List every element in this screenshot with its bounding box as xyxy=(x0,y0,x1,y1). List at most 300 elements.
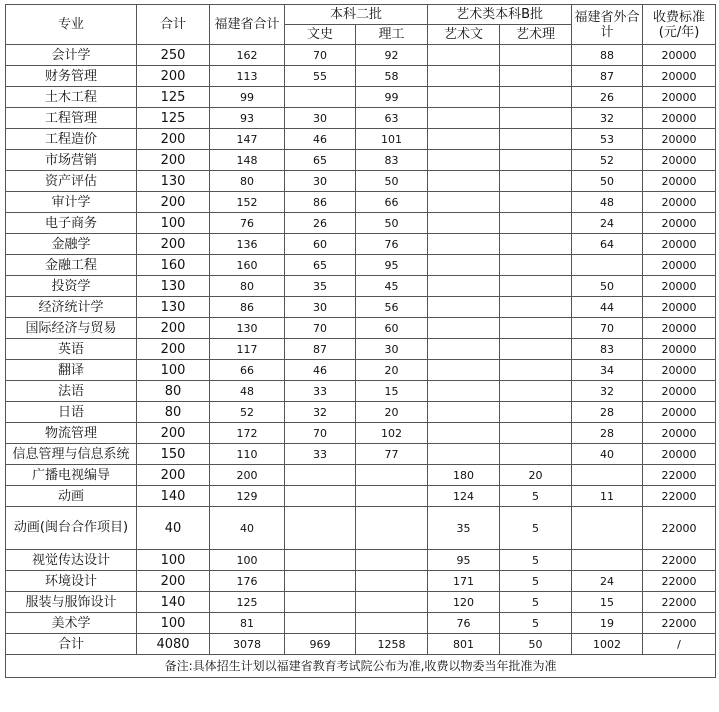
cell-art-wen xyxy=(428,213,500,234)
cell-total: 140 xyxy=(137,592,210,613)
cell-major: 金融工程 xyxy=(6,255,137,276)
cell-fujian: 113 xyxy=(210,66,285,87)
cell-major: 工程造价 xyxy=(6,129,137,150)
table-row xyxy=(6,550,716,571)
header-fee-line1: 收费标准 xyxy=(653,9,706,25)
cell-outside xyxy=(572,255,643,276)
cell-total: 130 xyxy=(137,276,210,297)
table-row xyxy=(6,234,716,255)
cell-major: 市场营销 xyxy=(6,150,137,171)
cell-fujian: 40 xyxy=(210,507,285,550)
cell-art-li xyxy=(500,171,572,192)
cell-major: 动画(闽台合作项目) xyxy=(6,507,137,550)
summary-art-li: 50 xyxy=(500,634,572,655)
cell-total: 200 xyxy=(137,66,210,87)
header-outside-total-line1: 福建省外合 xyxy=(574,9,640,25)
cell-wenshi xyxy=(285,507,356,550)
cell-art-li xyxy=(500,318,572,339)
cell-art-wen xyxy=(428,276,500,297)
cell-art-wen xyxy=(428,402,500,423)
cell-fee: 20000 xyxy=(643,234,716,255)
cell-art-li xyxy=(500,150,572,171)
table-row xyxy=(6,45,716,66)
cell-fee: 22000 xyxy=(643,486,716,507)
summary-row xyxy=(6,634,716,655)
cell-total: 100 xyxy=(137,550,210,571)
cell-total: 200 xyxy=(137,423,210,444)
cell-wenshi: 65 xyxy=(285,255,356,276)
cell-major: 广播电视编导 xyxy=(6,465,137,486)
header-art-b-batch: 艺术类本科B批 xyxy=(428,5,572,25)
cell-ligong: 20 xyxy=(356,402,428,423)
cell-wenshi: 30 xyxy=(285,171,356,192)
cell-outside: 32 xyxy=(572,108,643,129)
cell-fee: 20000 xyxy=(643,129,716,150)
cell-fujian: 93 xyxy=(210,108,285,129)
cell-art-li xyxy=(500,213,572,234)
cell-total: 130 xyxy=(137,297,210,318)
cell-fujian: 129 xyxy=(210,486,285,507)
cell-wenshi xyxy=(285,592,356,613)
cell-wenshi: 46 xyxy=(285,129,356,150)
table-row xyxy=(6,276,716,297)
table-row xyxy=(6,465,716,486)
cell-total: 80 xyxy=(137,381,210,402)
cell-fujian: 136 xyxy=(210,234,285,255)
cell-outside xyxy=(572,550,643,571)
cell-fujian: 99 xyxy=(210,87,285,108)
cell-total: 100 xyxy=(137,613,210,634)
cell-art-wen: 95 xyxy=(428,550,500,571)
cell-art-li xyxy=(500,444,572,465)
header-outside-total xyxy=(572,5,643,45)
cell-wenshi: 70 xyxy=(285,318,356,339)
cell-fee: 20000 xyxy=(643,192,716,213)
cell-outside: 53 xyxy=(572,129,643,150)
cell-total: 200 xyxy=(137,192,210,213)
cell-major: 动画 xyxy=(6,486,137,507)
cell-ligong: 99 xyxy=(356,87,428,108)
cell-fujian: 162 xyxy=(210,45,285,66)
cell-art-wen xyxy=(428,150,500,171)
cell-total: 160 xyxy=(137,255,210,276)
cell-ligong xyxy=(356,613,428,634)
cell-total: 200 xyxy=(137,234,210,255)
table-row xyxy=(6,423,716,444)
cell-art-li xyxy=(500,381,572,402)
cell-ligong: 15 xyxy=(356,381,428,402)
cell-outside: 48 xyxy=(572,192,643,213)
cell-fee: 20000 xyxy=(643,45,716,66)
cell-major: 服装与服饰设计 xyxy=(6,592,137,613)
cell-fujian: 125 xyxy=(210,592,285,613)
cell-fee: 22000 xyxy=(643,507,716,550)
cell-fee: 22000 xyxy=(643,465,716,486)
table-row xyxy=(6,150,716,171)
cell-art-wen xyxy=(428,381,500,402)
summary-outside: 1002 xyxy=(572,634,643,655)
table-row xyxy=(6,192,716,213)
cell-art-wen: 171 xyxy=(428,571,500,592)
cell-art-li xyxy=(500,66,572,87)
summary-fujian: 3078 xyxy=(210,634,285,655)
header-ligong: 理工 xyxy=(356,25,428,45)
cell-outside: 24 xyxy=(572,213,643,234)
cell-outside: 40 xyxy=(572,444,643,465)
cell-ligong xyxy=(356,571,428,592)
cell-wenshi: 33 xyxy=(285,444,356,465)
cell-art-li: 5 xyxy=(500,613,572,634)
summary-ligong: 1258 xyxy=(356,634,428,655)
cell-art-li: 5 xyxy=(500,550,572,571)
cell-fee: 20000 xyxy=(643,423,716,444)
cell-wenshi: 60 xyxy=(285,234,356,255)
cell-major: 审计学 xyxy=(6,192,137,213)
table-row xyxy=(6,486,716,507)
cell-fee: 20000 xyxy=(643,87,716,108)
cell-art-wen: 76 xyxy=(428,613,500,634)
cell-wenshi: 30 xyxy=(285,108,356,129)
cell-art-li xyxy=(500,45,572,66)
cell-fujian: 86 xyxy=(210,297,285,318)
cell-ligong xyxy=(356,592,428,613)
header-art-wen: 艺术文 xyxy=(428,25,500,45)
cell-outside: 50 xyxy=(572,276,643,297)
cell-ligong: 50 xyxy=(356,213,428,234)
cell-wenshi: 35 xyxy=(285,276,356,297)
cell-total: 150 xyxy=(137,444,210,465)
table-row xyxy=(6,402,716,423)
cell-fee: 20000 xyxy=(643,150,716,171)
cell-fee: 22000 xyxy=(643,592,716,613)
cell-ligong: 63 xyxy=(356,108,428,129)
cell-wenshi xyxy=(285,486,356,507)
cell-art-li xyxy=(500,87,572,108)
cell-art-li xyxy=(500,129,572,150)
table-body xyxy=(6,45,716,634)
cell-total: 200 xyxy=(137,150,210,171)
cell-fee: 22000 xyxy=(643,613,716,634)
cell-art-wen xyxy=(428,192,500,213)
cell-art-wen xyxy=(428,129,500,150)
table-row xyxy=(6,171,716,192)
cell-art-li: 5 xyxy=(500,571,572,592)
cell-total: 100 xyxy=(137,213,210,234)
cell-fee: 20000 xyxy=(643,213,716,234)
cell-fee: 20000 xyxy=(643,444,716,465)
cell-fujian: 66 xyxy=(210,360,285,381)
cell-outside: 88 xyxy=(572,45,643,66)
cell-fee: 20000 xyxy=(643,360,716,381)
table-row xyxy=(6,507,716,550)
cell-outside: 32 xyxy=(572,381,643,402)
cell-fee: 20000 xyxy=(643,171,716,192)
cell-art-li: 5 xyxy=(500,592,572,613)
header-benke-batch2: 本科二批 xyxy=(285,5,428,25)
cell-ligong: 30 xyxy=(356,339,428,360)
cell-major: 物流管理 xyxy=(6,423,137,444)
cell-total: 140 xyxy=(137,486,210,507)
cell-wenshi: 46 xyxy=(285,360,356,381)
cell-art-li xyxy=(500,108,572,129)
cell-ligong: 45 xyxy=(356,276,428,297)
cell-major: 环境设计 xyxy=(6,571,137,592)
cell-art-wen xyxy=(428,87,500,108)
cell-art-wen xyxy=(428,360,500,381)
cell-fee: 20000 xyxy=(643,66,716,87)
cell-outside: 64 xyxy=(572,234,643,255)
cell-art-wen xyxy=(428,339,500,360)
summary-art-wen: 801 xyxy=(428,634,500,655)
cell-wenshi: 86 xyxy=(285,192,356,213)
cell-fujian: 160 xyxy=(210,255,285,276)
cell-major: 视觉传达设计 xyxy=(6,550,137,571)
cell-total: 200 xyxy=(137,339,210,360)
cell-outside: 28 xyxy=(572,423,643,444)
cell-fee: 20000 xyxy=(643,297,716,318)
cell-outside: 11 xyxy=(572,486,643,507)
cell-art-li xyxy=(500,297,572,318)
cell-fujian: 152 xyxy=(210,192,285,213)
summary-total: 4080 xyxy=(137,634,210,655)
cell-major: 投资学 xyxy=(6,276,137,297)
cell-total: 100 xyxy=(137,360,210,381)
cell-art-wen: 35 xyxy=(428,507,500,550)
cell-outside: 44 xyxy=(572,297,643,318)
cell-art-wen xyxy=(428,108,500,129)
cell-total: 250 xyxy=(137,45,210,66)
enrollment-plan-table xyxy=(5,4,716,678)
cell-wenshi: 65 xyxy=(285,150,356,171)
cell-outside: 26 xyxy=(572,87,643,108)
cell-fujian: 200 xyxy=(210,465,285,486)
cell-major: 电子商务 xyxy=(6,213,137,234)
cell-ligong: 101 xyxy=(356,129,428,150)
cell-outside: 19 xyxy=(572,613,643,634)
header-fujian-total: 福建省合计 xyxy=(210,5,285,45)
cell-total: 200 xyxy=(137,318,210,339)
cell-ligong xyxy=(356,507,428,550)
cell-total: 130 xyxy=(137,171,210,192)
cell-art-wen xyxy=(428,423,500,444)
header-row-1 xyxy=(6,5,716,25)
cell-fujian: 110 xyxy=(210,444,285,465)
cell-art-wen: 180 xyxy=(428,465,500,486)
cell-fujian: 172 xyxy=(210,423,285,444)
cell-ligong: 66 xyxy=(356,192,428,213)
cell-wenshi xyxy=(285,613,356,634)
cell-art-li: 5 xyxy=(500,486,572,507)
cell-wenshi: 32 xyxy=(285,402,356,423)
cell-fujian: 80 xyxy=(210,171,285,192)
cell-major: 国际经济与贸易 xyxy=(6,318,137,339)
cell-fujian: 48 xyxy=(210,381,285,402)
cell-outside: 15 xyxy=(572,592,643,613)
cell-art-wen xyxy=(428,318,500,339)
cell-fee: 20000 xyxy=(643,255,716,276)
cell-fujian: 80 xyxy=(210,276,285,297)
table-row xyxy=(6,297,716,318)
cell-major: 法语 xyxy=(6,381,137,402)
cell-wenshi xyxy=(285,571,356,592)
cell-fee: 20000 xyxy=(643,381,716,402)
cell-ligong: 56 xyxy=(356,297,428,318)
cell-wenshi: 87 xyxy=(285,339,356,360)
table-row xyxy=(6,108,716,129)
cell-total: 80 xyxy=(137,402,210,423)
table-row xyxy=(6,360,716,381)
cell-outside xyxy=(572,507,643,550)
table-row xyxy=(6,129,716,150)
cell-total: 125 xyxy=(137,87,210,108)
cell-fujian: 117 xyxy=(210,339,285,360)
cell-fujian: 81 xyxy=(210,613,285,634)
cell-ligong: 83 xyxy=(356,150,428,171)
cell-outside: 83 xyxy=(572,339,643,360)
cell-ligong: 76 xyxy=(356,234,428,255)
cell-wenshi: 70 xyxy=(285,423,356,444)
summary-wenshi: 969 xyxy=(285,634,356,655)
cell-fee: 22000 xyxy=(643,571,716,592)
cell-wenshi: 26 xyxy=(285,213,356,234)
cell-fujian: 176 xyxy=(210,571,285,592)
table-row xyxy=(6,444,716,465)
header-fee-line2: (元/年) xyxy=(658,24,700,40)
cell-major: 翻译 xyxy=(6,360,137,381)
cell-major: 会计学 xyxy=(6,45,137,66)
cell-fee: 20000 xyxy=(643,108,716,129)
table-row xyxy=(6,571,716,592)
cell-art-li xyxy=(500,276,572,297)
note-row xyxy=(6,655,716,678)
cell-art-li xyxy=(500,402,572,423)
cell-art-li xyxy=(500,423,572,444)
cell-ligong xyxy=(356,550,428,571)
table-row xyxy=(6,318,716,339)
cell-art-wen xyxy=(428,234,500,255)
cell-outside: 24 xyxy=(572,571,643,592)
cell-ligong: 20 xyxy=(356,360,428,381)
cell-fujian: 76 xyxy=(210,213,285,234)
cell-art-wen xyxy=(428,66,500,87)
cell-major: 经济统计学 xyxy=(6,297,137,318)
cell-outside: 87 xyxy=(572,66,643,87)
cell-major: 工程管理 xyxy=(6,108,137,129)
header-outside-total-line2: 计 xyxy=(600,24,614,40)
cell-art-wen xyxy=(428,255,500,276)
cell-total: 40 xyxy=(137,507,210,550)
cell-major: 金融学 xyxy=(6,234,137,255)
cell-art-li xyxy=(500,339,572,360)
header-fee xyxy=(643,5,716,45)
table-row xyxy=(6,339,716,360)
header-major: 专业 xyxy=(6,5,137,45)
header-total: 合计 xyxy=(137,5,210,45)
cell-wenshi: 30 xyxy=(285,297,356,318)
cell-ligong: 77 xyxy=(356,444,428,465)
cell-art-wen: 124 xyxy=(428,486,500,507)
table-row xyxy=(6,613,716,634)
table-row xyxy=(6,255,716,276)
cell-ligong: 50 xyxy=(356,171,428,192)
cell-wenshi xyxy=(285,465,356,486)
cell-art-li xyxy=(500,255,572,276)
cell-fujian: 148 xyxy=(210,150,285,171)
cell-wenshi xyxy=(285,87,356,108)
cell-total: 200 xyxy=(137,129,210,150)
cell-wenshi: 70 xyxy=(285,45,356,66)
cell-major: 土木工程 xyxy=(6,87,137,108)
cell-major: 信息管理与信息系统 xyxy=(6,444,137,465)
cell-fujian: 100 xyxy=(210,550,285,571)
cell-outside: 50 xyxy=(572,171,643,192)
cell-total: 200 xyxy=(137,571,210,592)
header-wenshi: 文史 xyxy=(285,25,356,45)
cell-wenshi xyxy=(285,550,356,571)
cell-fee: 20000 xyxy=(643,402,716,423)
cell-art-li: 5 xyxy=(500,507,572,550)
cell-fee: 20000 xyxy=(643,276,716,297)
cell-wenshi: 55 xyxy=(285,66,356,87)
cell-art-li: 20 xyxy=(500,465,572,486)
table-row xyxy=(6,381,716,402)
cell-fee: 20000 xyxy=(643,339,716,360)
cell-outside: 52 xyxy=(572,150,643,171)
cell-fujian: 130 xyxy=(210,318,285,339)
cell-major: 英语 xyxy=(6,339,137,360)
cell-outside: 34 xyxy=(572,360,643,381)
cell-ligong: 102 xyxy=(356,423,428,444)
cell-fujian: 52 xyxy=(210,402,285,423)
cell-art-wen xyxy=(428,297,500,318)
cell-art-wen xyxy=(428,45,500,66)
cell-major: 日语 xyxy=(6,402,137,423)
table-note: 备注:具体招生计划以福建省教育考试院公布为准,收费以物委当年批准为准 xyxy=(6,655,716,678)
cell-ligong xyxy=(356,486,428,507)
cell-major: 财务管理 xyxy=(6,66,137,87)
table-row xyxy=(6,592,716,613)
cell-art-wen xyxy=(428,171,500,192)
cell-ligong: 60 xyxy=(356,318,428,339)
cell-fee: 20000 xyxy=(643,318,716,339)
cell-ligong xyxy=(356,465,428,486)
cell-total: 125 xyxy=(137,108,210,129)
header-art-li: 艺术理 xyxy=(500,25,572,45)
cell-ligong: 95 xyxy=(356,255,428,276)
cell-wenshi: 33 xyxy=(285,381,356,402)
cell-major: 资产评估 xyxy=(6,171,137,192)
cell-major: 美术学 xyxy=(6,613,137,634)
cell-art-wen: 120 xyxy=(428,592,500,613)
cell-art-wen xyxy=(428,444,500,465)
table-row xyxy=(6,213,716,234)
cell-ligong: 92 xyxy=(356,45,428,66)
summary-label: 合计 xyxy=(6,634,137,655)
cell-fujian: 147 xyxy=(210,129,285,150)
cell-art-li xyxy=(500,234,572,255)
cell-outside: 28 xyxy=(572,402,643,423)
cell-art-li xyxy=(500,192,572,213)
summary-fee: / xyxy=(643,634,716,655)
table-row xyxy=(6,66,716,87)
cell-outside: 70 xyxy=(572,318,643,339)
cell-outside xyxy=(572,465,643,486)
table-row xyxy=(6,87,716,108)
cell-total: 200 xyxy=(137,465,210,486)
cell-ligong: 58 xyxy=(356,66,428,87)
cell-fee: 22000 xyxy=(643,550,716,571)
cell-art-li xyxy=(500,360,572,381)
